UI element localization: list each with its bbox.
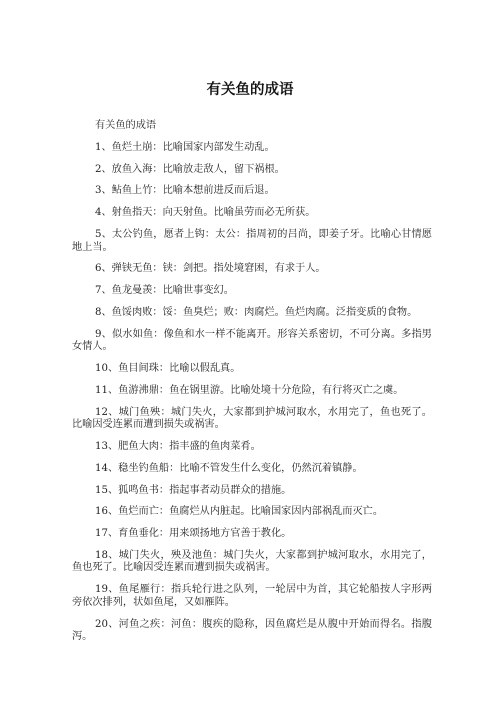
list-item: 9、似水如鱼：像鱼和水一样不能离开。形容关系密切，不可分离。多指男女情人。 xyxy=(72,328,432,353)
list-item: 20、河鱼之疾：河鱼：腹疾的隐称，因鱼腐烂是从腹中开始而得名。指腹泻。 xyxy=(72,618,432,643)
list-item: 17、育鱼垂化：用来颂扬地方官善于教化。 xyxy=(95,528,292,540)
list-item: 10、鱼目间珠：比喻以假乱真。 xyxy=(95,363,241,374)
list-item: 6、弹铗无鱼：铗：剑把。指处境窘困，有求于人。 xyxy=(95,263,326,275)
list-item: 7、鱼龙曼羡：比喻世事变幻。 xyxy=(95,285,234,297)
document-body xyxy=(72,120,432,653)
list-item: 14、稳坐钓鱼船：比喻不管发生什么变化，仍然沉着镇静。 xyxy=(95,462,363,474)
list-item: 16、鱼烂而亡：鱼腐烂从内脏起。比喻国家因内部祸乱而灭亡。 xyxy=(95,506,384,518)
list-item: 11、鱼游沸鼎：鱼在锅里游。比喻处境十分危险，有行将灭亡之虞。 xyxy=(95,384,404,396)
list-item: 12、城门鱼殃：城门失火，大家都到护城河取水，水用完了，鱼也死了。比喻因受连累而遭到损失或祸害。 xyxy=(72,406,432,431)
list-item: 8、鱼馁肉败：馁：鱼臭烂；败：肉腐烂。鱼烂肉腐。泛指变质的食物。 xyxy=(95,306,418,318)
list-item: 13、肥鱼大肉：指丰盛的鱼肉菜肴。 xyxy=(95,440,261,452)
list-item: 2、放鱼入海：比喻放走敌人，留下祸根。 xyxy=(95,163,285,175)
list-item: 15、狐鸣鱼书：指起事者动员群众的措施。 xyxy=(95,484,292,496)
list-item: 19、鱼尾雁行：指兵轮行进之队列，一轮居中为首，其它轮船按人字形两旁依次排列，状如鱼尾，又如雁阵。 xyxy=(72,584,432,608)
list-item: 18、城门失火，殃及池鱼：城门失火，大家都到护城河取水，水用完了，鱼也死了。比喻因受连累而遭到损失或祸害。 xyxy=(72,549,432,574)
section-heading: 有关鱼的成语 xyxy=(95,120,157,131)
list-item: 5、太公钓鱼，愿者上钩：太公：指周初的吕尚，即姜子牙。比喻心甘情愿地上当。 xyxy=(72,228,432,253)
document-title: 有关鱼的成语 xyxy=(206,82,294,98)
list-item: 4、射鱼指天：向天射鱼。比喻虽劳而必无所获。 xyxy=(95,207,316,219)
list-item: 3、鲇鱼上竹：比喻本想前进反而后退。 xyxy=(95,185,275,197)
list-item: 1、鱼烂土崩：比喻国家内部发生动乱。 xyxy=(95,141,275,153)
